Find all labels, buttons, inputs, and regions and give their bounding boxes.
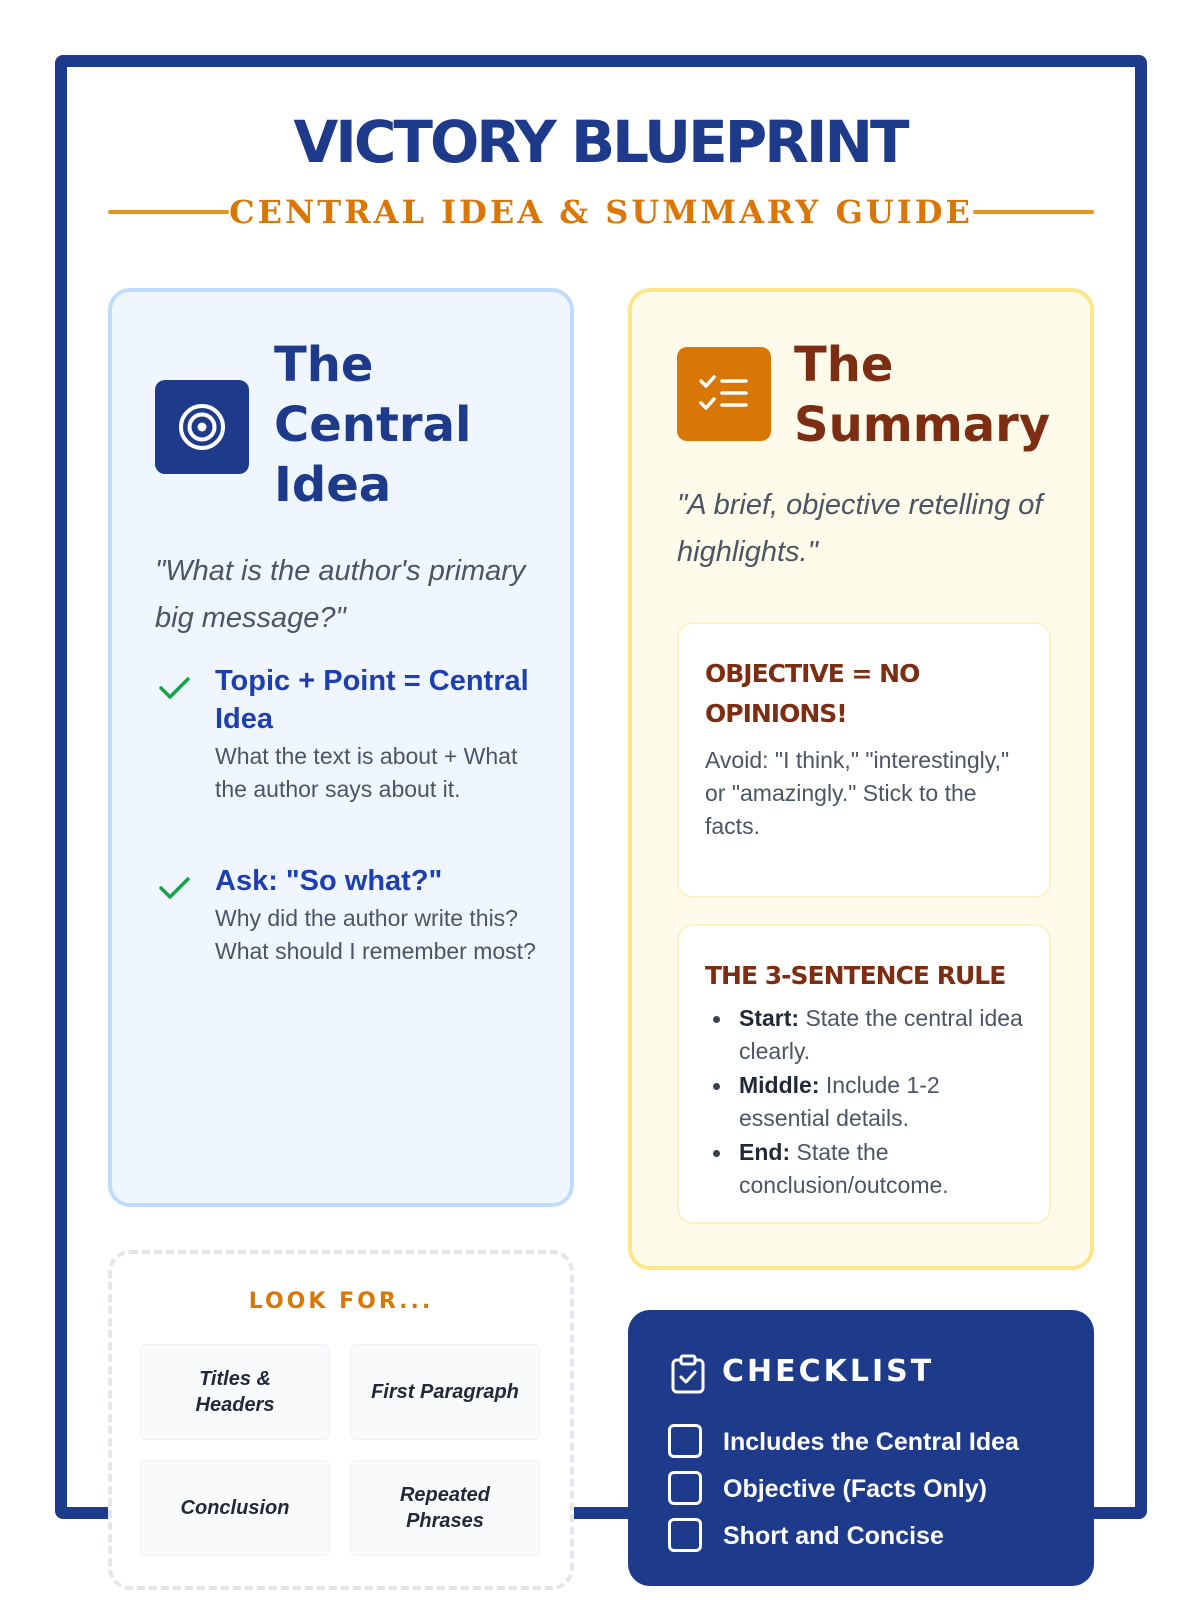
look-for-item: Repeated Phrases: [350, 1460, 540, 1556]
sentence-rule-list: [705, 1002, 1035, 1203]
look-for-title: LOOK FOR...: [248, 1289, 434, 1314]
checklist-item[interactable]: [668, 1471, 1068, 1507]
checkbox[interactable]: [668, 1471, 702, 1505]
objective-text: Avoid: "I think," "interestingly," or "amazingly." Stick to the facts.: [705, 747, 1010, 839]
checklist-item[interactable]: [668, 1424, 1068, 1460]
target-icon: [155, 380, 249, 474]
rule-item: Middle: Include 1-2 essential details.: [705, 1069, 1035, 1135]
subtitle-divider-right: [973, 210, 1094, 214]
subtitle-row: [108, 190, 1094, 234]
objective-box: [677, 622, 1051, 898]
page-subtitle: CENTRAL IDEA & SUMMARY GUIDE: [229, 193, 973, 231]
point-heading: Topic + Point = Central Idea: [215, 665, 529, 735]
checkbox[interactable]: [668, 1424, 702, 1458]
central-idea-quote: "What is the author's primary big message?": [155, 555, 526, 634]
rule-item: End: State the conclusion/outcome.: [705, 1136, 1035, 1202]
objective-heading: OBJECTIVE = NO OPINIONS!: [705, 659, 920, 728]
checkbox[interactable]: [668, 1518, 702, 1552]
check-icon: [155, 868, 195, 908]
point-heading: Ask: "So what?": [215, 865, 443, 897]
checklist-item[interactable]: [668, 1518, 1068, 1554]
checklist-label: Short and Concise: [723, 1522, 944, 1550]
checklist-label: Includes the Central Idea: [723, 1428, 1019, 1456]
summary-title: The Summary: [794, 337, 1051, 453]
page-title: VICTORY BLUEPRINT: [293, 108, 907, 176]
checklist-title: CHECKLIST: [722, 1354, 935, 1389]
subtitle-divider-left: [108, 210, 229, 214]
central-idea-card: [108, 288, 574, 1207]
rule-item: Start: State the central idea clearly.: [705, 1002, 1035, 1068]
summary-card: [628, 288, 1094, 1270]
look-for-item: First Paragraph: [350, 1344, 540, 1440]
sentence-rule-heading: THE 3-SENTENCE RULE: [705, 961, 1006, 990]
checklist-panel: [628, 1310, 1094, 1586]
sentence-rule-box: [677, 924, 1051, 1224]
clipboard-check-icon: [670, 1354, 706, 1394]
point-text: What the text is about + What the author says about it.: [215, 743, 518, 802]
check-icon: [155, 668, 195, 708]
list-check-icon: [677, 347, 771, 441]
summary-quote: "A brief, objective retelling of highlights.": [677, 489, 1043, 568]
look-for-item: Conclusion: [140, 1460, 330, 1556]
look-for-item: Titles & Headers: [140, 1344, 330, 1440]
point-text: Why did the author write this? What should I remember most?: [215, 905, 536, 964]
look-for-box: [108, 1250, 574, 1590]
checklist-label: Objective (Facts Only): [723, 1475, 987, 1503]
central-idea-title: The Central Idea: [274, 337, 472, 513]
